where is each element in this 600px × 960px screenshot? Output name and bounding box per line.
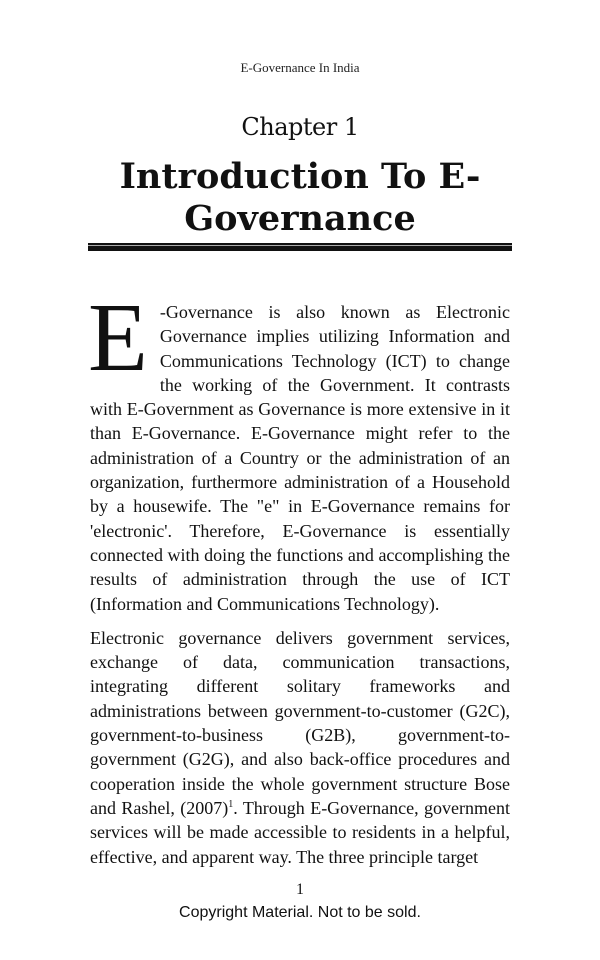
page-number: 1	[296, 881, 304, 898]
title-divider-thick-line	[88, 246, 512, 251]
body-text	[88, 284, 510, 869]
chapter-label: Chapter 1	[241, 113, 359, 141]
paragraph-intro	[88, 284, 510, 616]
footnote-reference[interactable]: 1	[228, 798, 234, 810]
copyright-notice: Copyright Material. Not to be sold.	[179, 904, 421, 921]
paragraph-services-text-after-ref: . Through E-Governance, government services will be made accessible to residents in a helpful, effective, and apparent way. The three principle target	[90, 797, 510, 867]
paragraph-intro-text: -Governance is also known as Electronic Governance implies utilizing Information and Communications Technology (ICT) to change the working of the Government. It contrasts with E-Government as Governance is more extensive in it than E-Governance. E-Governance might refer to the administration of a Country or the administration of an organization, furthermore administration of a Household by a housewife. The "e" in E-Governance remains for 'electronic'. Therefore, E-Governance is essentially connected with doing the functions and accomplishing the results of administration through the use of ICT (Information and Communications Technology).	[90, 302, 510, 614]
title-divider	[88, 243, 512, 251]
drop-cap: E	[88, 284, 148, 392]
running-header: E-Governance In India	[240, 60, 360, 75]
chapter-title: Introduction To E-Governance	[119, 156, 481, 239]
paragraph-services-text-before-ref: Electronic governance delivers government services, exchange of data, communication transactions, integrating different solitary frameworks and administrations between government-to-customer (G2C), government-to-business (G2B), government-to-government (G2G), and also back-office procedures and cooperation inside the whole government structure Bose and Rashel, (2007)	[90, 627, 510, 818]
paragraph-services	[90, 626, 510, 869]
